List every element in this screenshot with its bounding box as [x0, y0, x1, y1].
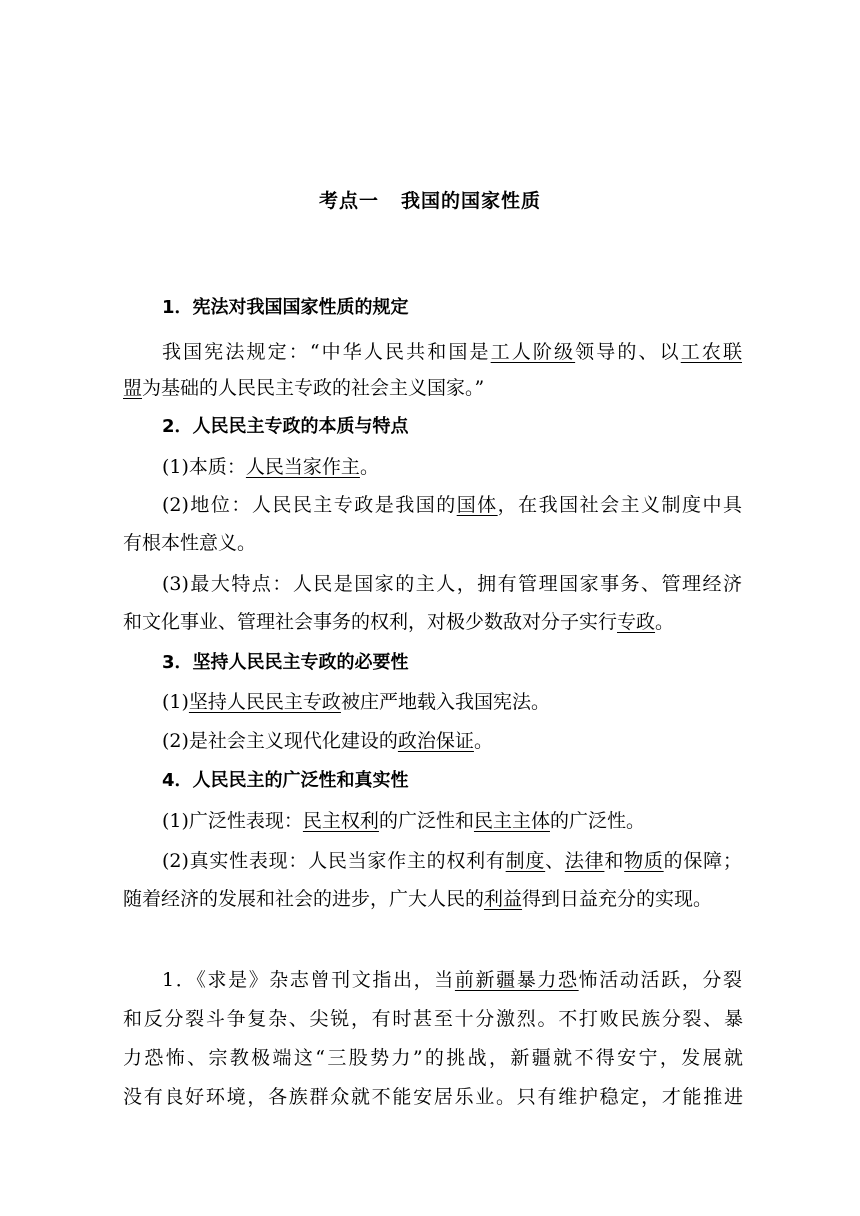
section-4-item-2-line-1: (2)真实性表现：人民当家作主的权利有制度、法律和物质的保障； [162, 850, 742, 872]
section-1-text-line-2: 盟为基础的人民民主专政的社会主义国家。” [123, 377, 485, 399]
underlined-term: 盟 [123, 377, 143, 399]
underlined-term: 法律 [564, 850, 605, 872]
underlined-term: 制度 [505, 850, 546, 872]
section-1-heading: 1．宪法对我国国家性质的规定 [162, 297, 409, 318]
title-part-1: 考点一 [318, 190, 379, 212]
underlined-term: 工人阶级 [490, 341, 576, 363]
underlined-term: 前新疆暴力恐 [454, 969, 579, 991]
section-3-item-2: (2)是社会主义现代化建设的政治保证。 [162, 730, 493, 752]
section-2-item-2-line-2: 有根本性意义。 [123, 532, 257, 554]
question-1-line-2: 和反分裂斗争复杂、尖锐，有时甚至十分激烈。不打败民族分裂、暴 [123, 1008, 743, 1030]
underlined-term: 利益 [484, 888, 523, 910]
underlined-term: 专政 [617, 611, 656, 633]
underlined-term: 工农联 [680, 341, 742, 363]
page-title [0, 186, 860, 213]
underlined-term: 民主权利 [302, 810, 379, 832]
section-3-item-1: (1)坚持人民民主专政被庄严地载入我国宪法。 [162, 691, 550, 713]
underlined-term: 民主主体 [473, 810, 550, 832]
question-1-line-1: 1．《求是》杂志曾刊文指出，当前新疆暴力恐怖活动活跃，分裂 [162, 969, 742, 991]
underlined-term: 政治保证 [397, 730, 474, 752]
question-1-line-3: 力恐怖、宗教极端这“三股势力”的挑战，新疆就不得安宁，发展就 [123, 1047, 743, 1069]
underlined-term: 坚持人民民主专政 [188, 691, 341, 713]
underlined-term: 物质 [624, 850, 664, 872]
section-2-item-3-line-1: (3)最大特点：人民是国家的主人，拥有管理国家事务、管理经济 [162, 573, 742, 595]
section-2-item-2-line-1: (2)地位：人民民主专政是我国的国体，在我国社会主义制度中具 [162, 494, 742, 516]
section-2-item-3-line-2: 和文化事业、管理社会事务的权利，对极少数敌对分子实行专政。 [123, 611, 675, 633]
section-3-heading: 3．坚持人民民主专政的必要性 [162, 652, 409, 673]
section-4-item-2-line-2: 随着经济的发展和社会的进步，广大人民的利益得到日益充分的实现。 [123, 888, 713, 910]
underlined-term: 国体 [456, 494, 498, 516]
section-1-text-line-1: 我国宪法规定：“中华人民共和国是工人阶级领导的、以工农联 [162, 341, 742, 363]
section-2-item-1: (1)本质：人民当家作主。 [162, 456, 379, 478]
question-1-line-4: 没有良好环境，各族群众就不能安居乐业。只有维护稳定，才能推进 [123, 1086, 743, 1108]
underlined-term: 人民当家作主 [245, 456, 360, 478]
section-4-item-1: (1)广泛性表现：民主权利的广泛性和民主主体的广泛性。 [162, 810, 645, 832]
title-part-2: 我国的国家性质 [401, 190, 542, 212]
section-2-heading: 2．人民民主专政的本质与特点 [162, 416, 409, 437]
section-4-heading: 4．人民民主的广泛性和真实性 [162, 770, 409, 791]
